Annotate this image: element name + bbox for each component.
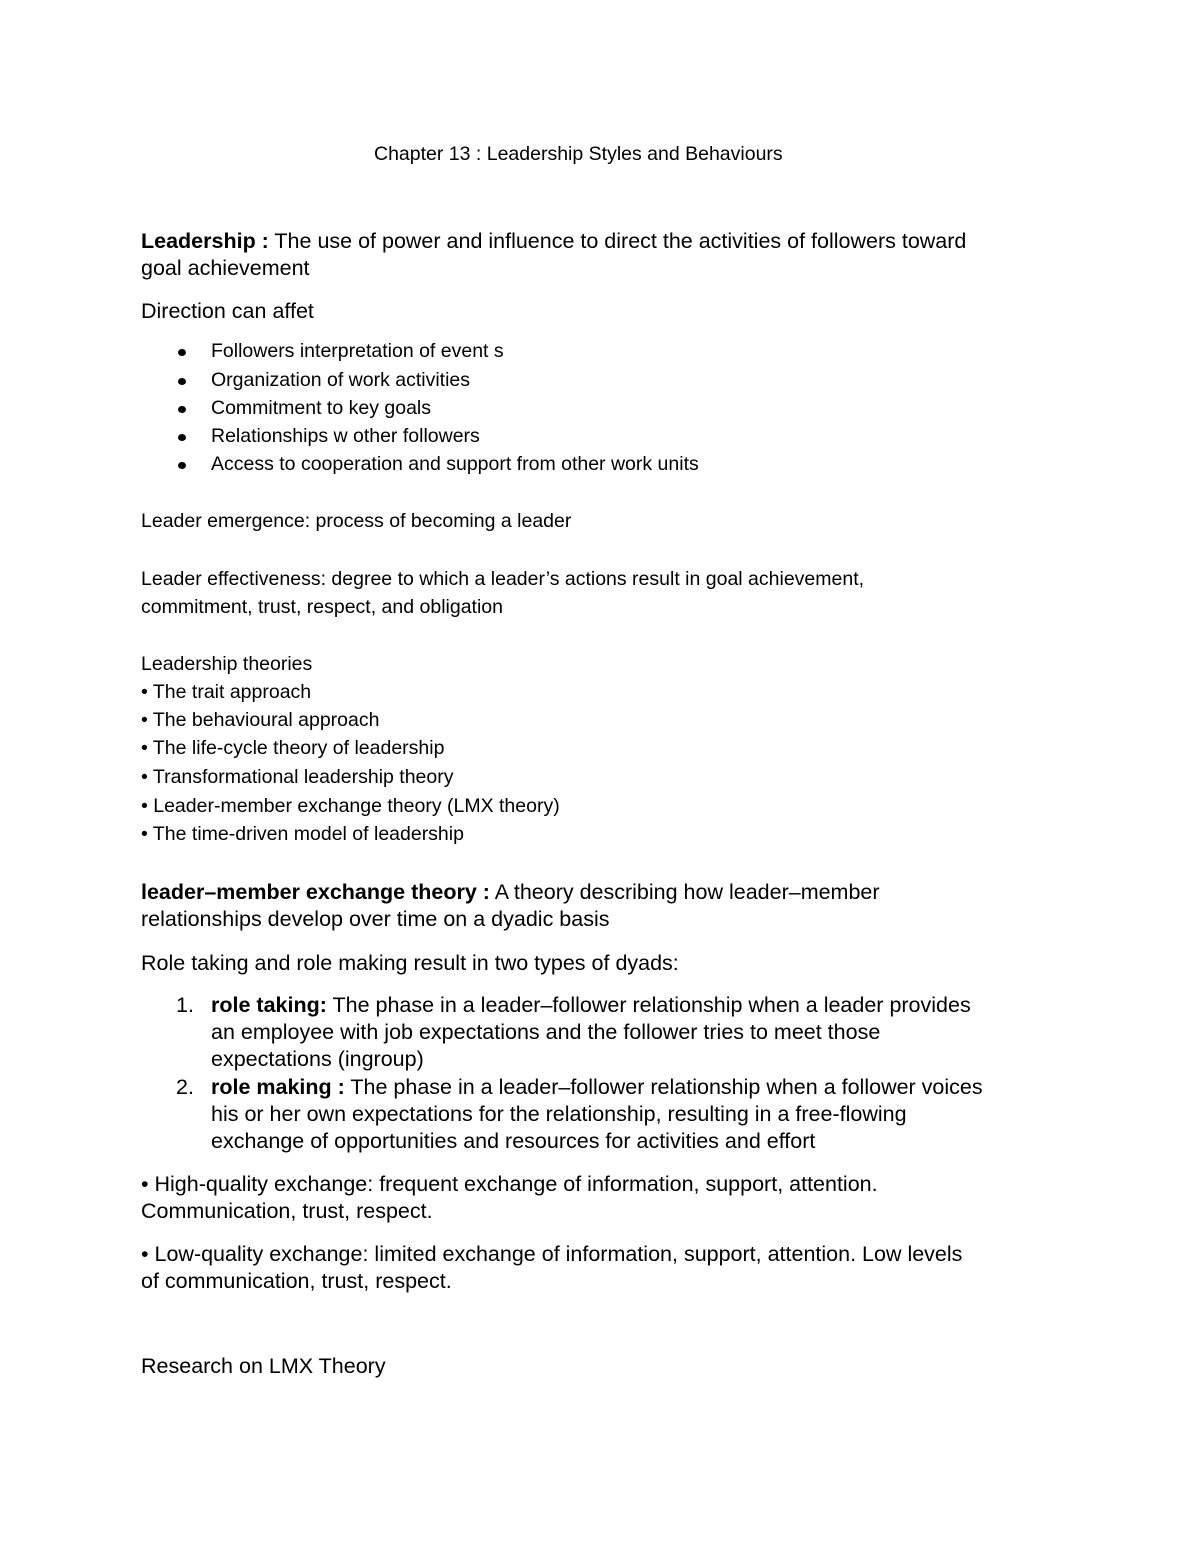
- bullet-icon: [178, 378, 186, 385]
- bullet-icon: [178, 434, 186, 441]
- list-item: • The life-cycle theory of leadership: [141, 737, 445, 759]
- direction-heading: Direction can affet: [141, 299, 314, 323]
- high-quality-line2: Communication, trust, respect.: [141, 1199, 433, 1223]
- theories-heading: Leadership theories: [141, 653, 313, 675]
- leadership-definition-line1: The use of power and influence to direct the activities of followers toward: [268, 229, 967, 253]
- leadership-definition-line2: goal achievement: [141, 256, 310, 280]
- role-making-term: role making :: [211, 1075, 345, 1099]
- list-item: [211, 993, 971, 1018]
- leadership-definition: [141, 229, 966, 254]
- bullet-icon: [178, 462, 186, 469]
- lmx-definition-line2: relationships develop over time on a dyadic basis: [141, 907, 610, 931]
- list-item: • The trait approach: [141, 681, 312, 703]
- lmx-term: leader–member exchange theory :: [141, 880, 490, 904]
- list-item: [211, 1075, 983, 1100]
- list-item: Followers interpretation of event s: [211, 340, 504, 362]
- leader-emergence: Leader emergence: process of becoming a leader: [141, 510, 572, 532]
- research-heading: Research on LMX Theory: [141, 1354, 386, 1378]
- dyads-heading: Role taking and role making result in two types of dyads:: [141, 951, 679, 975]
- role-taking-line3: expectations (ingroup): [211, 1047, 424, 1071]
- low-quality-line2: of communication, trust, respect.: [141, 1269, 452, 1293]
- lmx-definition-line1: A theory describing how leader–member: [489, 880, 880, 904]
- role-making-line3: exchange of opportunities and resources for activities and effort: [211, 1129, 816, 1153]
- leader-effectiveness-line2: commitment, trust, respect, and obligation: [141, 596, 503, 618]
- bullet-icon: [178, 349, 186, 356]
- role-taking-line1: The phase in a leader–follower relationship when a leader provides: [326, 993, 971, 1017]
- bullet-icon: [178, 406, 186, 413]
- page-title: Chapter 13 : Leadership Styles and Behaviours: [374, 143, 783, 165]
- list-item: • Leader-member exchange theory (LMX theory): [141, 795, 560, 817]
- list-number: 1.: [176, 993, 194, 1017]
- role-taking-line2: an employee with job expectations and the follower tries to meet those: [211, 1020, 881, 1044]
- low-quality-line1: • Low-quality exchange: limited exchange of information, support, attention. Low levels: [141, 1242, 963, 1266]
- lmx-definition: [141, 880, 880, 905]
- high-quality-line1: • High-quality exchange: frequent exchange of information, support, attention.: [141, 1172, 878, 1196]
- list-item: Commitment to key goals: [211, 397, 431, 419]
- role-making-line2: his or her own expectations for the relationship, resulting in a free-flowing: [211, 1102, 907, 1126]
- list-item: Organization of work activities: [211, 369, 471, 391]
- list-item: • The behavioural approach: [141, 709, 380, 731]
- list-number: 2.: [176, 1075, 194, 1099]
- leadership-term: Leadership :: [141, 229, 269, 253]
- list-item: Access to cooperation and support from other work units: [211, 453, 699, 475]
- list-item: • Transformational leadership theory: [141, 766, 454, 788]
- list-item: • The time-driven model of leadership: [141, 823, 464, 845]
- list-item: Relationships w other followers: [211, 425, 480, 447]
- role-taking-term: role taking:: [211, 993, 327, 1017]
- role-making-line1: The phase in a leader–follower relationship when a follower voices: [344, 1075, 983, 1099]
- leader-effectiveness-line1: Leader effectiveness: degree to which a leader’s actions result in goal achievement,: [141, 568, 865, 590]
